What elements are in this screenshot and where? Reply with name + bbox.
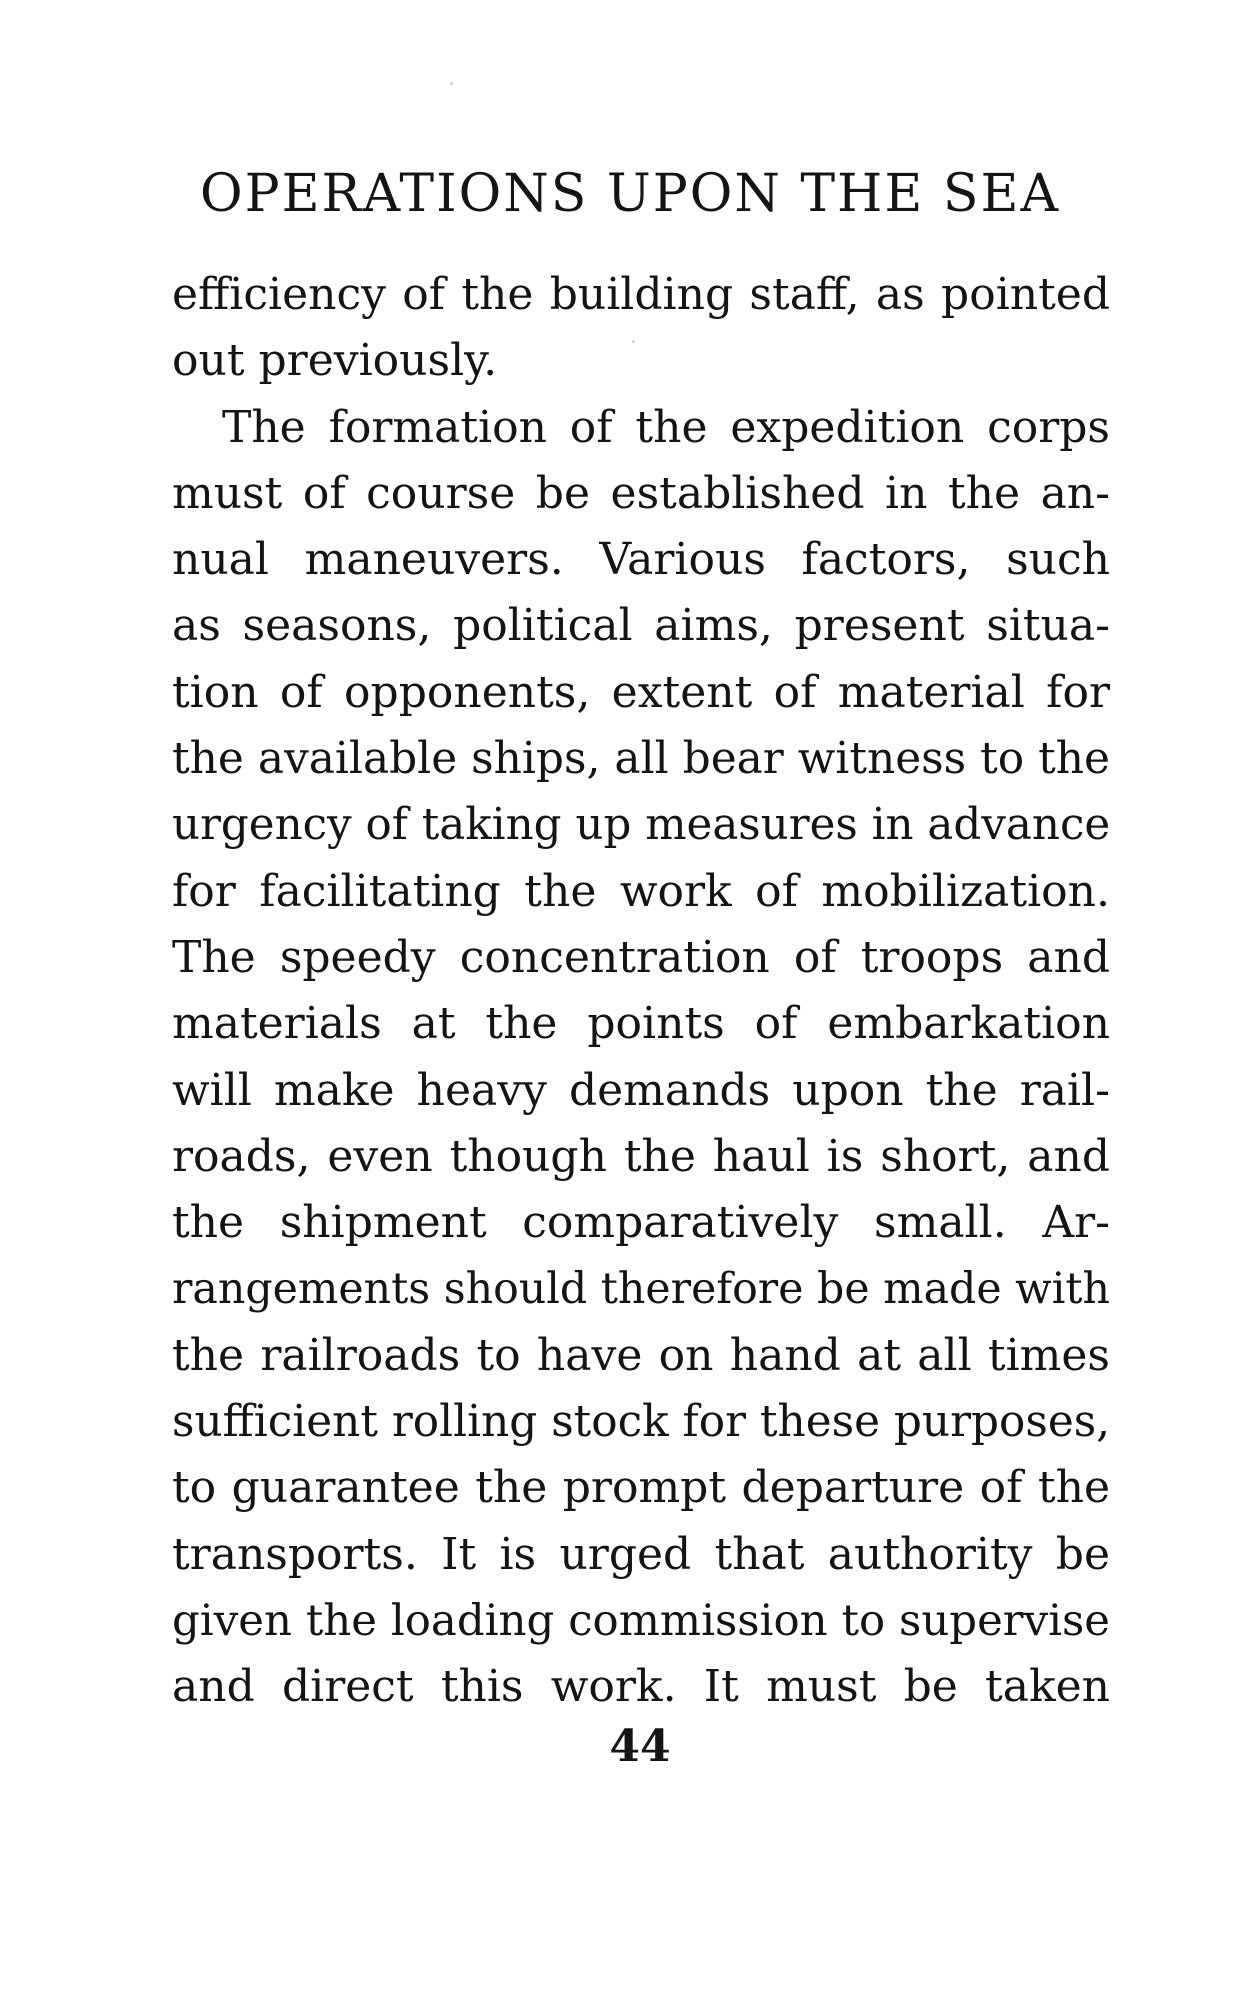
text-line: the railroads to have on hand at all times	[172, 1329, 1110, 1381]
text-line: The formation of the expedition corps	[222, 401, 1110, 453]
page-number: 44	[609, 1721, 671, 1772]
text-line: to guarantee the prompt departure of the	[172, 1462, 1110, 1514]
text-line: the shipment comparatively small. Ar-	[172, 1197, 1110, 1249]
text-line: nual maneuvers. Various factors, such	[172, 534, 1110, 586]
text-line: must of course be established in the an-	[172, 467, 1110, 519]
text-line: roads, even though the haul is short, and	[172, 1130, 1110, 1182]
text-line: given the loading commission to supervise	[172, 1595, 1110, 1646]
text-line: will make heavy demands upon the rail-	[172, 1064, 1110, 1116]
text-line: and direct this work. It must be taken	[172, 1661, 1110, 1713]
text-line: The speedy concentration of troops and	[172, 931, 1110, 983]
body-text	[172, 262, 1110, 1721]
text-line: transports. It is urged that authority be	[172, 1528, 1110, 1580]
text-line: as seasons, political aims, present situa-	[172, 600, 1110, 652]
text-line: for facilitating the work of mobilization.	[172, 865, 1110, 917]
text-line: materials at the points of embarkation	[172, 998, 1110, 1050]
text-line: out previously.	[172, 335, 498, 387]
text-line: efficiency of the building staff, as pointed	[172, 269, 1110, 320]
text-line: tion of opponents, extent of material for	[172, 666, 1110, 718]
running-head: OPERATIONS UPON THE SEA	[199, 164, 1061, 224]
paper-speck	[450, 82, 453, 85]
text-line: rangements should therefore be made with	[172, 1264, 1110, 1315]
text-line: urgency of taking up measures in advance	[172, 800, 1111, 851]
text-line: the available ships, all bear witness to the	[172, 733, 1110, 785]
text-line: sufficient rolling stock for these purposes,	[172, 1396, 1111, 1448]
